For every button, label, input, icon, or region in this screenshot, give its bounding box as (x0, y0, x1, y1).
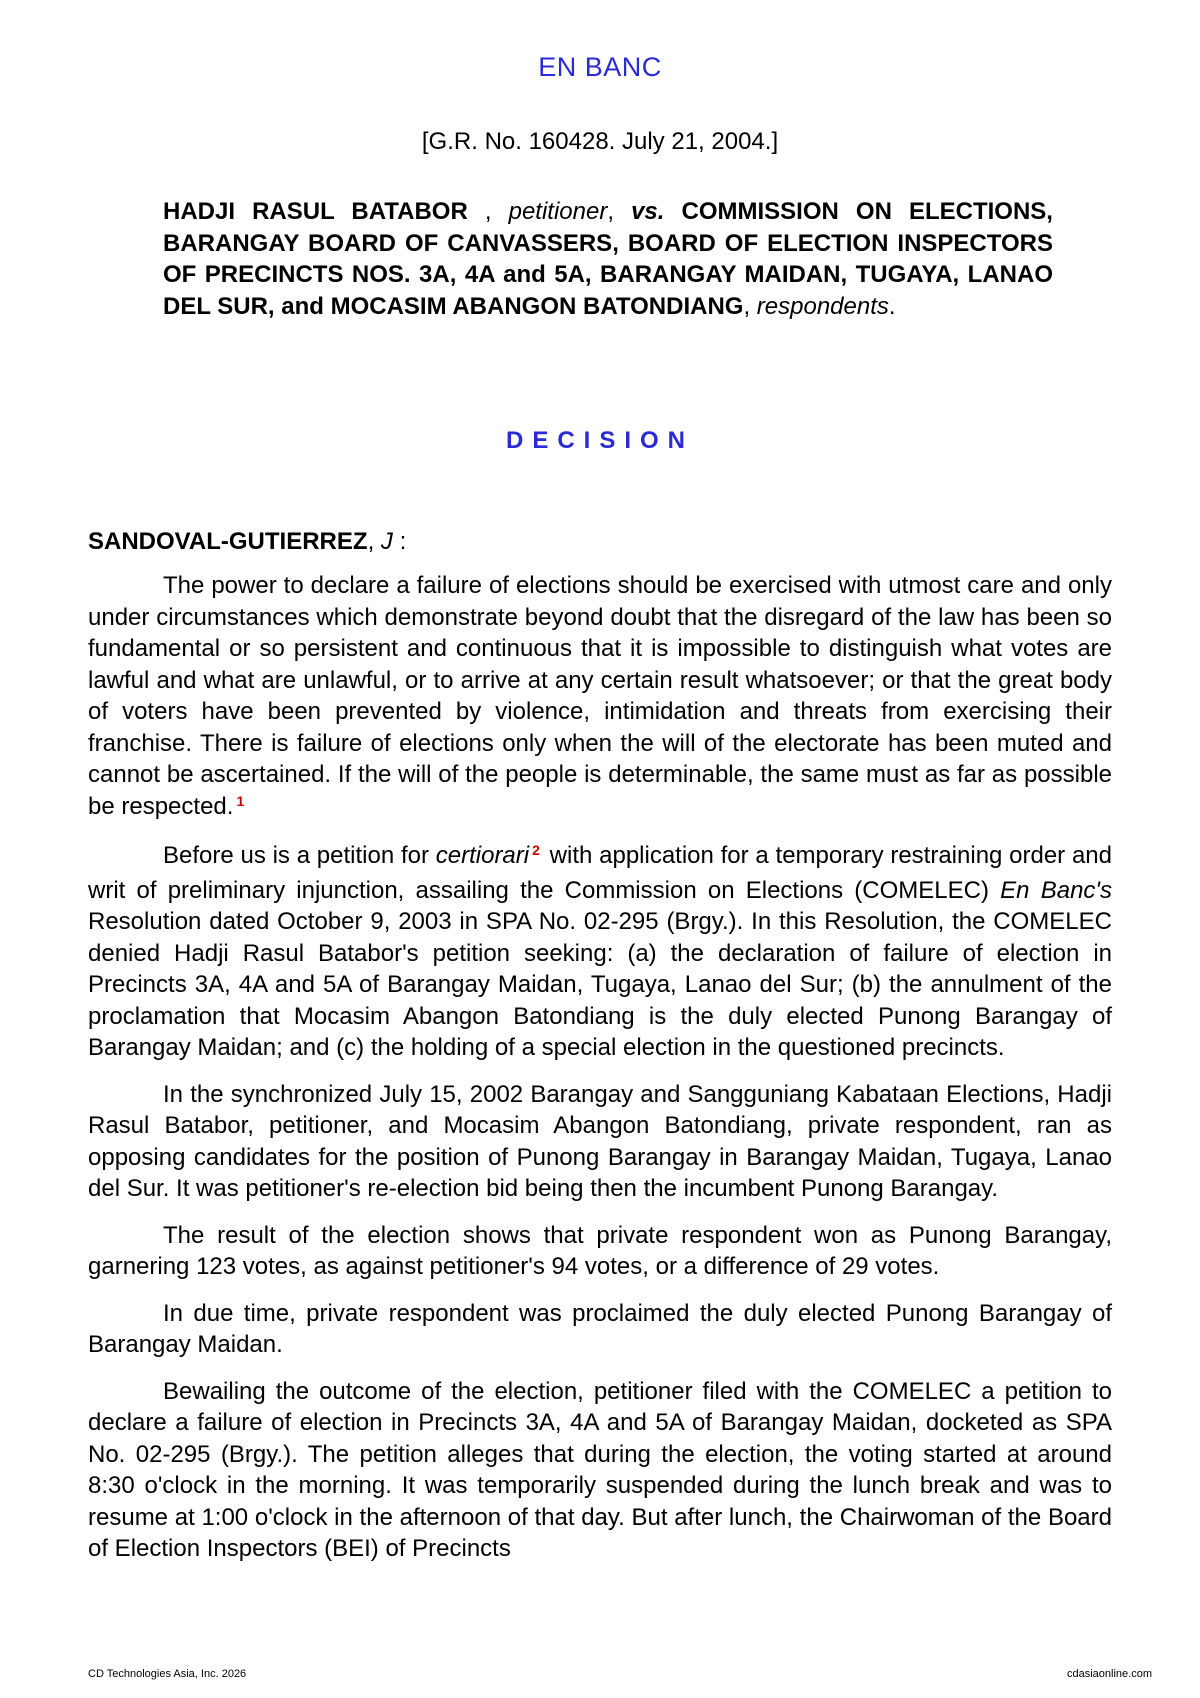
case-number: [G.R. No. 160428. July 21, 2004.] (421, 128, 779, 155)
paragraph-text: The power to declare a failure of elections should be exercised with utmost care and only under circumstances which demonstrate beyond doubt that the disregard of the law has been so fundamental or so persistent and continuous that it is impossible to distinguish what votes are lawful and what are unlawful, or to arrive at any certain result whatsoever; or that the great body of voters have been prevented by violence, intimidation and threats from exercising their franchise. There is failure of elections only when the will of the electorate has been muted and cannot be ascertained. If the will of the people is determinable, the same must as far as possible be respected. (88, 572, 1112, 820)
paragraph-5: In due time, private respondent was proclaimed the duly elected Punong Barangay of Barangay Maidan. (88, 1299, 1112, 1358)
footer-site-link[interactable]: cdasiaonline.com (1067, 1668, 1152, 1680)
respondents-role: respondents (756, 292, 889, 320)
footnote-ref-1[interactable]: 1 (236, 792, 245, 809)
court-division-heading: EN BANC (538, 52, 662, 82)
ponente-title: J (380, 528, 393, 555)
italic-term-certiorari: certiorari (435, 842, 530, 869)
paragraph-2 (88, 840, 1112, 1064)
respondents-names: COMMISSION ON ELECTIONS, BARANGAY BOARD OF CANVASSERS, BOARD OF ELECTION INSPECTORS OF PRECINCTS NOS. 3A, 4A and 5A, BARANGAY MAIDAN, TUGAYA, LANAO DEL SUR, and MOCASIM ABANGON BATONDIANG (163, 198, 1053, 320)
footer-copyright: CD Technologies Asia, Inc. 2026 (88, 1668, 247, 1680)
paragraph-text: Resolution dated October 9, 2003 in SPA No. 02-295 (Brgy.). In this Resolution, the COMELEC denied Hadji Rasul Batabor's petition seeking: (a) the declaration of failure of election in Precincts 3A, 4A and 5A of Barangay Maidan, Tugaya, Lanao del Sur; (b) the annulment of the proclamation that Mocasim Abangon Batondiang is the duly elected Punong Barangay of Barangay Maidan; and (c) the holding of a special election in the questioned precincts. (88, 908, 1112, 1061)
paragraph-text: Before us is a petition for (163, 842, 436, 869)
ponente-name: SANDOVAL-GUTIERREZ (88, 528, 368, 555)
case-parties: HADJI RASUL BATABOR , petitioner, vs. COMMISSION ON ELECTIONS, BARANGAY BOARD OF CANVASSERS, BOARD OF ELECTION INSPECTORS OF PRECINCTS NOS. 3A, 4A and 5A, BARANGAY MAIDAN, TUGAYA, LANAO DEL SUR, and MOCASIM ABANGON BATONDIANG, respondents. (163, 198, 1053, 320)
footnote-ref-2[interactable]: 2 (532, 842, 540, 858)
ponente: SANDOVAL-GUTIERREZ, J : (88, 528, 407, 555)
paragraph-6: Bewailing the outcome of the election, petitioner filed with the COMELEC a petition to declare a failure of election in Precincts 3A, 4A and 5A of Barangay Maidan, docketed as SPA No. 02-295 (Brgy.). The petition alleges that during the election, the voting started at around 8:30 o'clock in the morning. It was temporarily suspended during the lunch break and was to resume at 1:00 o'clock in the afternoon of that day. But after lunch, the Chairwoman of the Board of Election Inspectors (BEI) of Precincts (88, 1377, 1112, 1562)
paragraph-text: with application for a temporary restraining order and writ of preliminary injunction, assailing the Commission on Elections (COMELEC) (88, 842, 1112, 904)
paragraph-4: The result of the election shows that private respondent won as Punong Barangay, garnering 123 votes, as against petitioner's 94 votes, or a difference of 29 votes. (88, 1221, 1112, 1280)
italic-term-en-banc: En Banc's (1000, 876, 1112, 904)
decision-body (88, 570, 1112, 1580)
petitioner-name: HADJI RASUL BATABOR (163, 198, 468, 225)
comma: , (467, 198, 492, 225)
decision-heading: DECISION (505, 427, 694, 454)
petitioner-role: petitioner (508, 198, 608, 225)
paragraph-3: In the synchronized July 15, 2002 Barangay and Sangguniang Kabataan Elections, Hadji Rasul Batabor, petitioner, and Mocasim Abangon Batondiang, private respondent, ran as opposing candidates for the position of Punong Barangay in Barangay Maidan, Tugaya, Lanao del Sur. It was petitioner's re-election bid being then the incumbent Punong Barangay. (88, 1080, 1112, 1202)
paragraph-1 (88, 570, 1112, 825)
versus: vs. (631, 198, 665, 225)
